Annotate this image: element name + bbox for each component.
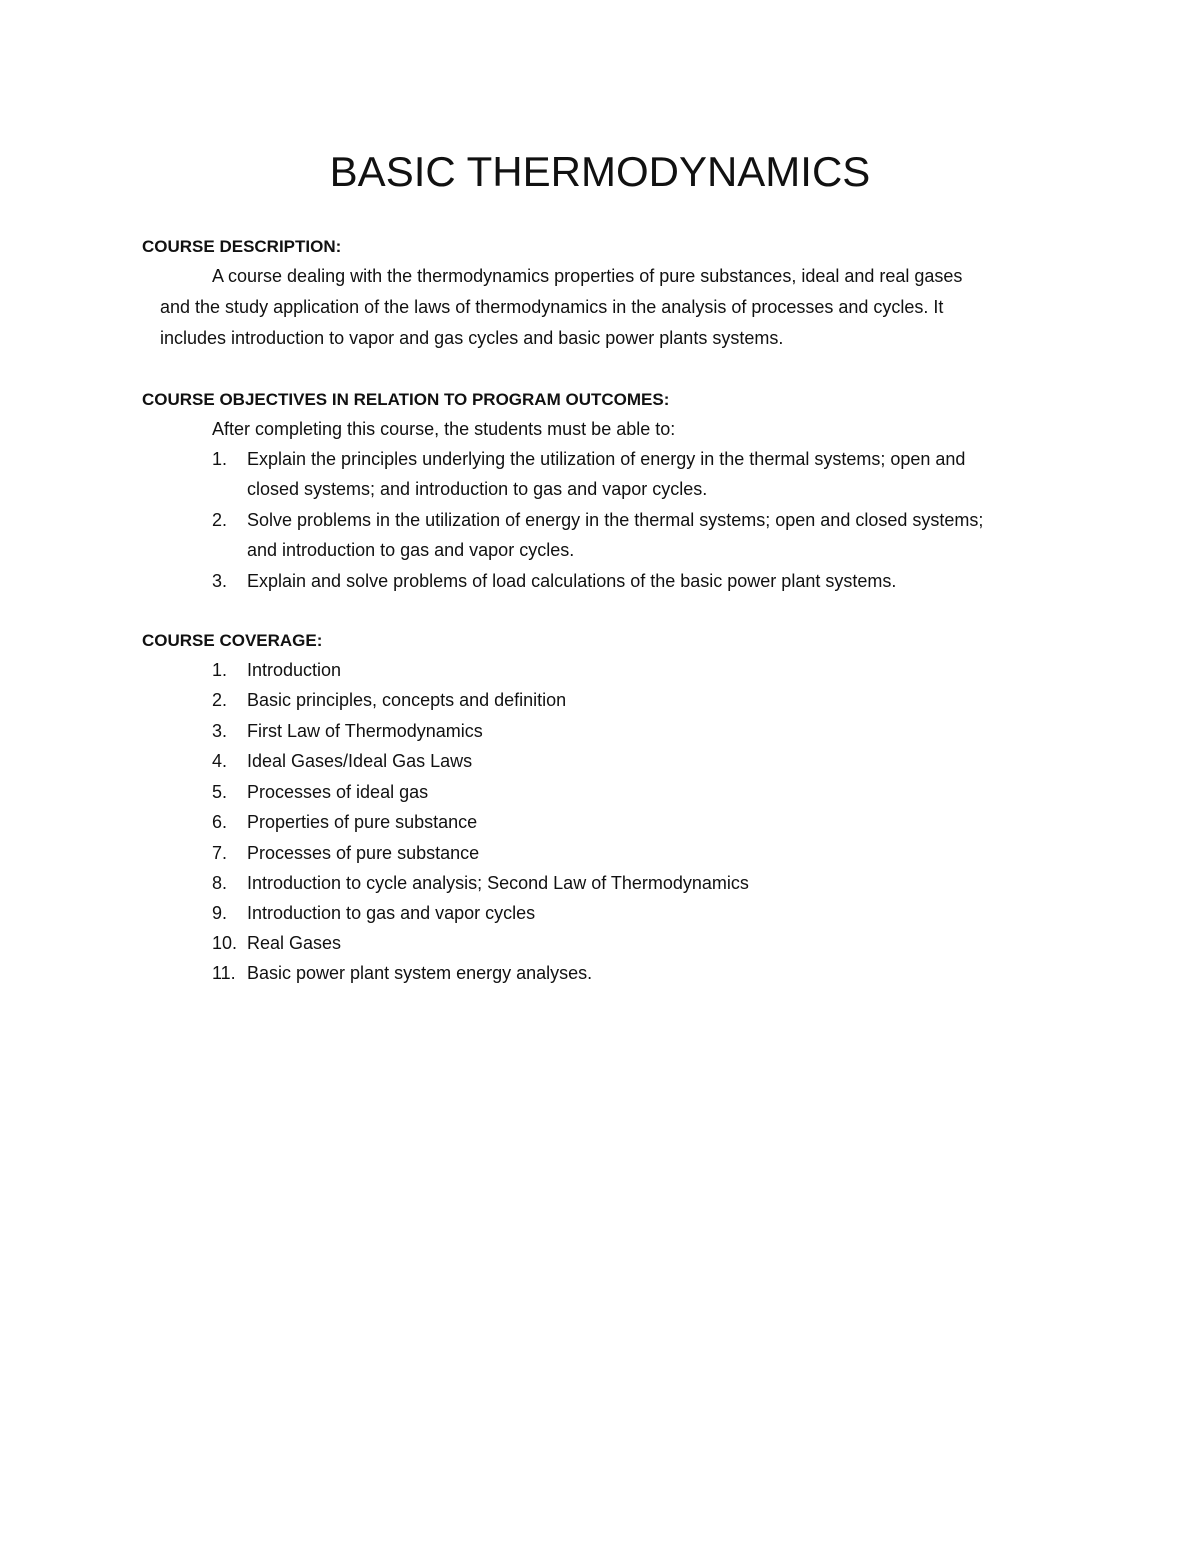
coverage-item bbox=[212, 873, 749, 894]
coverage-text: Ideal Gases/Ideal Gas Laws bbox=[247, 751, 473, 771]
coverage-text: Introduction to cycle analysis; Second Law of Thermodynamics bbox=[247, 873, 749, 893]
coverage-item bbox=[212, 721, 483, 742]
coverage-text: Processes of ideal gas bbox=[247, 782, 429, 802]
course-objectives-heading: COURSE OBJECTIVES IN RELATION TO PROGRAM OUTCOMES: bbox=[142, 390, 670, 409]
objective-number: 1. bbox=[212, 449, 228, 469]
coverage-text: Basic power plant system energy analyses. bbox=[247, 963, 593, 983]
coverage-number: 1. bbox=[212, 660, 228, 680]
objective-text: Explain the principles underlying the utilization of energy in the thermal systems; open and bbox=[247, 449, 966, 469]
coverage-item bbox=[212, 812, 477, 833]
coverage-number: 8. bbox=[212, 873, 228, 893]
objective-number: 3. bbox=[212, 571, 228, 591]
course-description-heading: COURSE DESCRIPTION: bbox=[142, 237, 342, 256]
coverage-number: 5. bbox=[212, 782, 228, 802]
coverage-number: 10. bbox=[212, 933, 238, 953]
description-line: includes introduction to vapor and gas cycles and basic power plants systems. bbox=[160, 328, 784, 348]
coverage-number: 6. bbox=[212, 812, 228, 832]
coverage-number: 4. bbox=[212, 751, 228, 771]
objective-text: Solve problems in the utilization of energy in the thermal systems; open and closed systems; bbox=[247, 510, 984, 530]
coverage-text: Basic principles, concepts and definition bbox=[247, 690, 567, 710]
coverage-text: Introduction to gas and vapor cycles bbox=[247, 903, 536, 923]
description-line: and the study application of the laws of thermodynamics in the analysis of processes and cycles. It bbox=[160, 297, 944, 317]
coverage-item bbox=[212, 660, 341, 681]
coverage-item bbox=[212, 690, 566, 711]
course-coverage-heading: COURSE COVERAGE: bbox=[142, 631, 323, 650]
coverage-text: Introduction bbox=[247, 660, 342, 680]
objective-item bbox=[212, 449, 965, 470]
coverage-text: First Law of Thermodynamics bbox=[247, 721, 483, 741]
objective-item bbox=[212, 510, 983, 531]
objective-number: 2. bbox=[212, 510, 228, 530]
coverage-text: Properties of pure substance bbox=[247, 812, 478, 832]
coverage-item bbox=[212, 843, 479, 864]
coverage-number: 3. bbox=[212, 721, 228, 741]
coverage-number: 2. bbox=[212, 690, 228, 710]
objective-item bbox=[212, 571, 896, 592]
coverage-number: 7. bbox=[212, 843, 228, 863]
coverage-item bbox=[212, 903, 535, 924]
objective-text-continued: closed systems; and introduction to gas and vapor cycles. bbox=[247, 479, 708, 499]
description-line: A course dealing with the thermodynamics properties of pure substances, ideal and real gases bbox=[212, 266, 963, 286]
coverage-number: 11. bbox=[212, 963, 236, 983]
coverage-text: Processes of pure substance bbox=[247, 843, 480, 863]
document-title: BASIC THERMODYNAMICS bbox=[329, 148, 871, 195]
coverage-item bbox=[212, 963, 592, 984]
objectives-intro: After completing this course, the students must be able to: bbox=[212, 419, 676, 439]
coverage-item bbox=[212, 933, 341, 954]
coverage-item bbox=[212, 782, 428, 803]
coverage-item bbox=[212, 751, 472, 772]
coverage-number: 9. bbox=[212, 903, 228, 923]
objective-text-continued: and introduction to gas and vapor cycles. bbox=[247, 540, 575, 560]
coverage-text: Real Gases bbox=[247, 933, 342, 953]
objective-text: Explain and solve problems of load calculations of the basic power plant systems. bbox=[247, 571, 897, 591]
